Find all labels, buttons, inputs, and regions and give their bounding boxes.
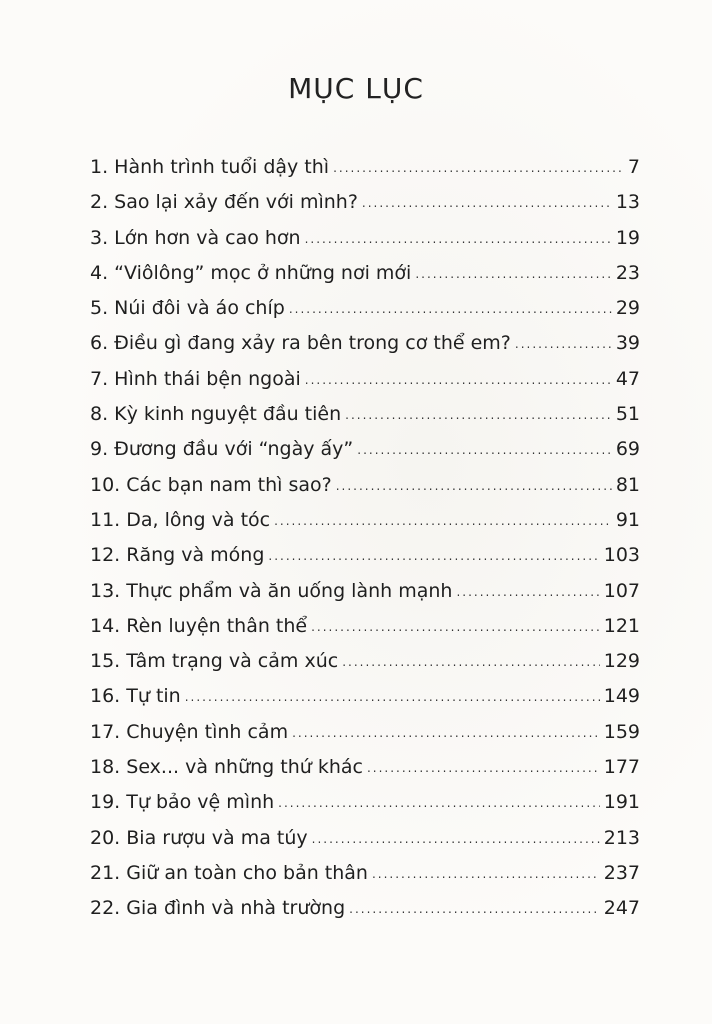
page-title: MỤC LỤC <box>288 72 424 105</box>
toc-entry-label: 9. Đương đầu với “ngày ấy” <box>90 438 354 461</box>
toc-entry <box>90 856 640 891</box>
toc-entry-label: 2. Sao lại xảy đến với mình? <box>90 191 358 214</box>
dot-leader <box>305 363 612 398</box>
toc-entry-label: 14. Rèn luyện thân thể <box>90 614 308 637</box>
toc-entry-page: 237 <box>603 861 640 884</box>
dot-leader <box>333 151 624 186</box>
dot-leader <box>292 716 600 751</box>
toc-entry-page: 23 <box>615 261 640 284</box>
toc-entry-label: 11. Da, lông và tóc <box>90 508 271 531</box>
toc-entry-page: 159 <box>603 720 640 743</box>
toc-entry-page: 107 <box>603 579 640 602</box>
toc-entry-label: 17. Chuyện tình cảm <box>90 720 289 743</box>
toc-entry-label: 4. “Viôlông” mọc ở những nơi mới <box>90 261 412 284</box>
toc-entry <box>90 891 640 926</box>
toc-entry <box>90 185 640 220</box>
toc-entry <box>90 785 640 820</box>
toc-entry <box>90 256 640 291</box>
toc-entry <box>90 221 640 256</box>
toc-entry-label: 3. Lớn hơn và cao hơn <box>90 226 301 249</box>
toc-entry-label: 6. Điều gì đang xảy ra bên trong cơ thể em? <box>90 332 511 355</box>
toc-entry-page: 19 <box>615 226 640 249</box>
toc-entry-page: 47 <box>615 367 640 390</box>
toc-entry-page: 191 <box>603 791 640 814</box>
toc-entry-label: 12. Răng và móng <box>90 544 265 567</box>
toc-entry-page: 103 <box>603 544 640 567</box>
toc-entry <box>90 750 640 785</box>
toc-entry-page: 149 <box>603 685 640 708</box>
toc-entry-page: 177 <box>603 756 640 779</box>
dot-leader <box>367 751 600 786</box>
toc-entry <box>90 397 640 432</box>
toc-entry <box>90 538 640 573</box>
toc-entry-label: 18. Sex... và những thứ khác <box>90 756 363 779</box>
dot-leader <box>349 892 600 927</box>
toc-entry <box>90 679 640 714</box>
toc-entry-page: 29 <box>615 297 640 320</box>
toc-entry-page: 7 <box>627 156 640 178</box>
toc-entry-page: 213 <box>603 826 640 849</box>
dot-leader <box>362 186 612 221</box>
toc-entry-label: 15. Tâm trạng và cảm xúc <box>90 650 339 673</box>
toc-entry <box>90 362 640 397</box>
toc-entry-label: 20. Bia rượu và ma túy <box>90 826 308 849</box>
toc-entry-page: 81 <box>615 473 640 496</box>
toc-entry-label: 22. Gia đình và nhà trường <box>90 897 346 920</box>
dot-leader <box>415 257 611 292</box>
dot-leader <box>268 539 599 574</box>
toc-entry-label: 19. Tự bảo vệ mình <box>90 791 275 814</box>
toc-entry-label: 16. Tự tin <box>90 685 181 708</box>
dot-leader <box>456 575 599 610</box>
toc-entry <box>90 291 640 326</box>
dot-leader <box>185 680 600 715</box>
toc-entry-page: 121 <box>603 614 640 637</box>
table-of-contents <box>90 150 640 927</box>
toc-entry-label: 7. Hình thái bện ngoài <box>90 367 301 390</box>
toc-entry <box>90 432 640 467</box>
dot-leader <box>289 292 612 327</box>
toc-entry-label: 1. Hành trình tuổi dậy thì <box>90 156 330 178</box>
dot-leader <box>372 857 600 892</box>
dot-leader <box>305 222 612 257</box>
toc-entry <box>90 503 640 538</box>
toc-entry <box>90 609 640 644</box>
toc-entry-label: 21. Giữ an toàn cho bản thân <box>90 861 368 884</box>
toc-entry <box>90 715 640 750</box>
toc-entry <box>90 644 640 679</box>
dot-leader <box>515 327 612 362</box>
dot-leader <box>345 398 612 433</box>
toc-entry <box>90 150 640 185</box>
dot-leader <box>278 786 600 821</box>
dot-leader <box>342 645 600 680</box>
toc-entry-label: 5. Núi đôi và áo chíp <box>90 297 285 320</box>
dot-leader <box>311 610 600 645</box>
toc-entry <box>90 821 640 856</box>
toc-entry-page: 13 <box>615 191 640 214</box>
toc-entry-page: 69 <box>615 438 640 461</box>
dot-leader <box>312 822 600 857</box>
dot-leader <box>274 504 612 539</box>
toc-entry-page: 247 <box>603 897 640 920</box>
toc-entry-page: 91 <box>615 508 640 531</box>
toc-entry <box>90 574 640 609</box>
toc-entry-label: 13. Thực phẩm và ăn uống lành mạnh <box>90 579 453 602</box>
toc-entry <box>90 326 640 361</box>
toc-entry-page: 39 <box>615 332 640 355</box>
toc-entry-label: 8. Kỳ kinh nguyệt đầu tiên <box>90 403 342 426</box>
toc-entry-label: 10. Các bạn nam thì sao? <box>90 473 332 496</box>
toc-entry-page: 129 <box>603 650 640 673</box>
toc-entry <box>90 468 640 503</box>
dot-leader <box>336 469 612 504</box>
toc-entry-page: 51 <box>615 403 640 426</box>
dot-leader <box>357 433 612 468</box>
